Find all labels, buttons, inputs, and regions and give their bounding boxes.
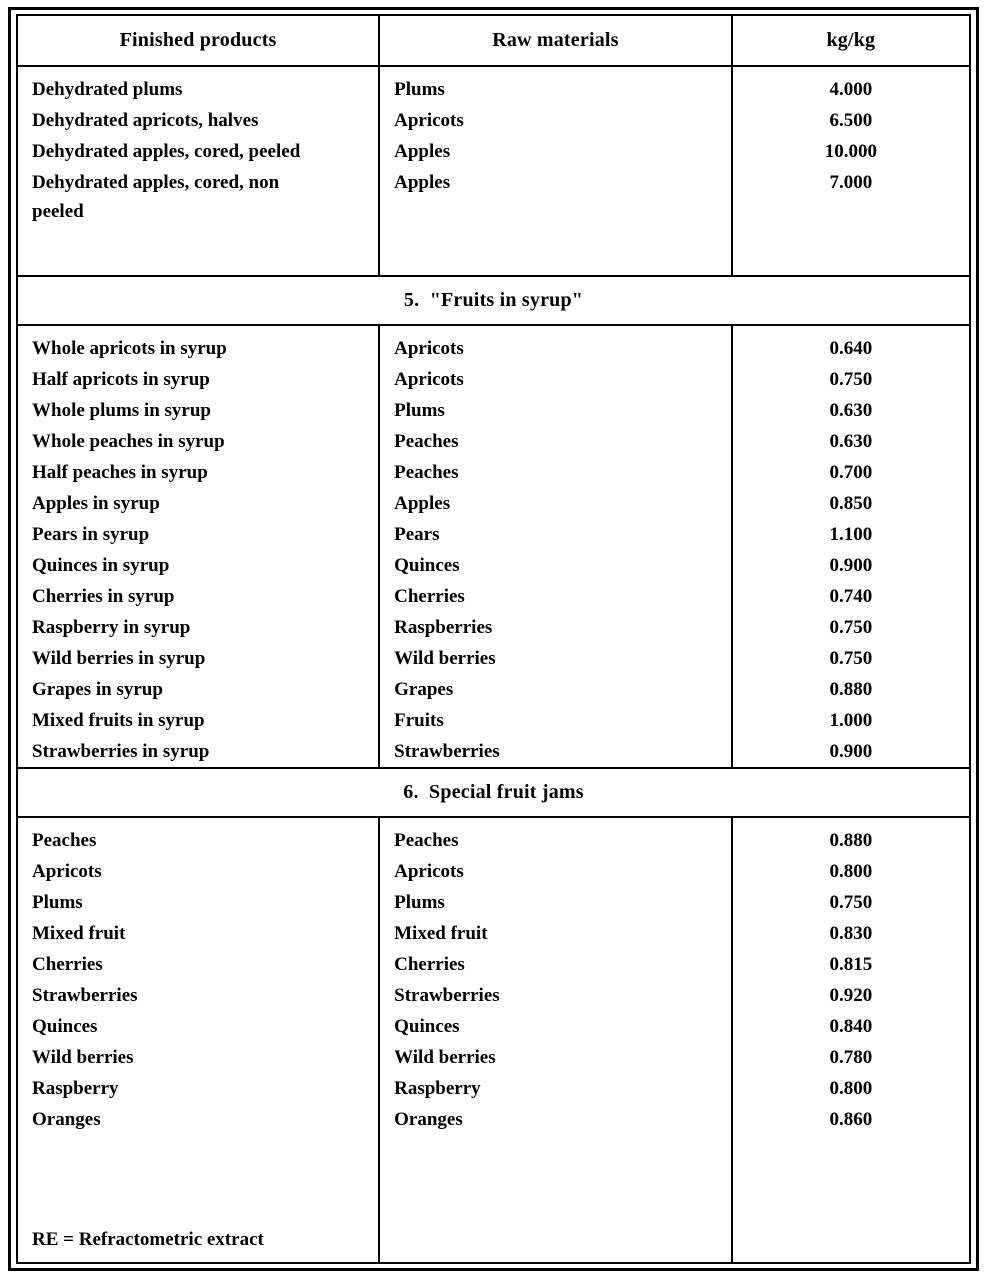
table-row bbox=[17, 918, 970, 949]
finished-product-cell-text: Quinces bbox=[32, 1016, 98, 1037]
table-row bbox=[17, 395, 970, 426]
kg-value-cell bbox=[732, 325, 970, 364]
raw-material-cell bbox=[379, 674, 732, 705]
raw-material-cell bbox=[379, 581, 732, 612]
kg-value-cell-text: 0.700 bbox=[829, 462, 873, 483]
raw-material-cell bbox=[379, 643, 732, 674]
kg-value-cell-text: 4.000 bbox=[829, 79, 873, 100]
raw-material-cell-text: Fruits bbox=[394, 710, 444, 731]
kg-value-cell-text: 0.880 bbox=[829, 830, 873, 851]
table-row bbox=[17, 949, 970, 980]
finished-product-cell-text: Plums bbox=[32, 892, 83, 913]
blank-cell bbox=[732, 227, 970, 276]
raw-material-cell-text: Plums bbox=[394, 79, 445, 100]
kg-value-cell bbox=[732, 581, 970, 612]
kg-value-cell-text: 0.815 bbox=[829, 954, 873, 975]
table-row bbox=[17, 457, 970, 488]
kg-value-cell-text: 0.900 bbox=[829, 555, 873, 576]
finished-product-cell-text: Strawberries bbox=[32, 985, 138, 1006]
kg-value-cell bbox=[732, 674, 970, 705]
kg-value-cell bbox=[732, 612, 970, 643]
finished-product-cell-text: Cherries in syrup bbox=[32, 586, 175, 607]
column-header-raw-materials: Raw materials bbox=[379, 15, 732, 66]
raw-material-cell-text: Apricots bbox=[394, 110, 464, 131]
kg-value-cell bbox=[732, 980, 970, 1011]
raw-material-cell-text: Apricots bbox=[394, 861, 464, 882]
kg-value-cell-text: 0.750 bbox=[829, 617, 873, 638]
finished-product-cell-text: Dehydrated apples, cored, peeled bbox=[32, 141, 301, 162]
kg-value-cell-text: 0.920 bbox=[829, 985, 873, 1006]
finished-product-cell-text: Raspberry in syrup bbox=[32, 617, 191, 638]
kg-value-cell-text: 0.640 bbox=[829, 338, 873, 359]
section-header-row bbox=[17, 768, 970, 817]
raw-material-cell bbox=[379, 325, 732, 364]
finished-product-cell-text: Half apricots in syrup bbox=[32, 369, 210, 390]
kg-value-cell-text: 1.100 bbox=[829, 524, 873, 545]
kg-value-cell bbox=[732, 550, 970, 581]
finished-product-cell bbox=[17, 136, 379, 167]
raw-material-cell-text: Strawberries bbox=[394, 985, 500, 1006]
raw-material-cell-text: Grapes bbox=[394, 679, 454, 700]
finished-product-cell bbox=[17, 395, 379, 426]
scanned-table-frame bbox=[8, 7, 979, 1271]
table-row bbox=[17, 1042, 970, 1073]
raw-material-cell bbox=[379, 1073, 732, 1104]
finished-product-cell bbox=[17, 550, 379, 581]
finished-product-cell-text: Half peaches in syrup bbox=[32, 462, 208, 483]
finished-product-cell-text: Cherries bbox=[32, 954, 103, 975]
header-row bbox=[17, 15, 970, 66]
finished-product-cell bbox=[17, 643, 379, 674]
section-title: 5. "Fruits in syrup" bbox=[17, 276, 970, 325]
raw-material-cell bbox=[379, 364, 732, 395]
raw-material-cell bbox=[379, 856, 732, 887]
raw-material-cell-text: Apples bbox=[394, 172, 451, 193]
raw-material-cell bbox=[379, 167, 732, 227]
raw-material-cell bbox=[379, 1011, 732, 1042]
table-row bbox=[17, 1104, 970, 1135]
raw-material-cell-text: Strawberries bbox=[394, 741, 500, 762]
kg-value-cell-text: 0.780 bbox=[829, 1047, 873, 1068]
raw-material-cell bbox=[379, 705, 732, 736]
blank-cell bbox=[732, 1135, 970, 1263]
kg-value-cell-text: 0.880 bbox=[829, 679, 873, 700]
finished-product-cell bbox=[17, 856, 379, 887]
kg-value-cell bbox=[732, 66, 970, 105]
table-row bbox=[17, 325, 970, 364]
finished-product-cell bbox=[17, 817, 379, 856]
kg-value-cell-text: 0.750 bbox=[829, 892, 873, 913]
raw-material-cell-text: Quinces bbox=[394, 1016, 460, 1037]
raw-material-cell bbox=[379, 519, 732, 550]
raw-material-cell bbox=[379, 612, 732, 643]
raw-material-cell bbox=[379, 136, 732, 167]
finished-product-cell-text: Dehydrated apples, cored, non peeled bbox=[32, 172, 280, 222]
raw-material-cell bbox=[379, 488, 732, 519]
finished-product-cell bbox=[17, 887, 379, 918]
table-row bbox=[17, 736, 970, 768]
table-row bbox=[17, 105, 970, 136]
blank-filler-row bbox=[17, 227, 970, 276]
raw-material-cell-text: Apples bbox=[394, 141, 451, 162]
finished-product-cell bbox=[17, 980, 379, 1011]
raw-material-cell bbox=[379, 817, 732, 856]
finished-product-cell bbox=[17, 949, 379, 980]
finished-product-cell bbox=[17, 581, 379, 612]
blank-cell bbox=[379, 1135, 732, 1263]
kg-value-cell-text: 0.860 bbox=[829, 1109, 873, 1130]
kg-value-cell bbox=[732, 1073, 970, 1104]
raw-material-cell bbox=[379, 105, 732, 136]
raw-material-cell-text: Quinces bbox=[394, 555, 460, 576]
table-row bbox=[17, 705, 970, 736]
raw-material-cell-text: Mixed fruit bbox=[394, 923, 488, 944]
raw-material-cell-text: Wild berries bbox=[394, 1047, 496, 1068]
raw-material-cell-text: Oranges bbox=[394, 1109, 463, 1130]
kg-value-cell bbox=[732, 887, 970, 918]
finished-product-cell-text: Dehydrated apricots, halves bbox=[32, 110, 259, 131]
raw-material-cell-text: Raspberry bbox=[394, 1078, 481, 1099]
finished-product-cell-text: Whole peaches in syrup bbox=[32, 431, 225, 452]
raw-material-cell-text: Plums bbox=[394, 400, 445, 421]
kg-value-cell bbox=[732, 167, 970, 227]
table-row bbox=[17, 488, 970, 519]
raw-material-cell bbox=[379, 66, 732, 105]
finished-product-cell bbox=[17, 918, 379, 949]
kg-value-cell-text: 0.800 bbox=[829, 861, 873, 882]
raw-material-cell-text: Peaches bbox=[394, 431, 459, 452]
kg-value-cell bbox=[732, 136, 970, 167]
raw-material-cell-text: Apricots bbox=[394, 338, 464, 359]
raw-material-cell-text: Raspberries bbox=[394, 617, 493, 638]
finished-product-cell bbox=[17, 325, 379, 364]
kg-value-cell-text: 0.850 bbox=[829, 493, 873, 514]
table-row bbox=[17, 856, 970, 887]
finished-product-cell-text: Oranges bbox=[32, 1109, 101, 1130]
raw-material-cell-text: Peaches bbox=[394, 462, 459, 483]
raw-material-cell bbox=[379, 918, 732, 949]
raw-material-cell bbox=[379, 1042, 732, 1073]
column-header-finished-products: Finished products bbox=[17, 15, 379, 66]
raw-material-cell-text: Pears bbox=[394, 524, 440, 545]
raw-material-cell-text: Plums bbox=[394, 892, 445, 913]
kg-value-cell-text: 0.740 bbox=[829, 586, 873, 607]
refractometric-extract-footnote: RE = Refractometric extract bbox=[32, 1229, 264, 1250]
raw-material-cell bbox=[379, 887, 732, 918]
finished-product-cell-text: Apples in syrup bbox=[32, 493, 160, 514]
kg-value-cell bbox=[732, 949, 970, 980]
kg-value-cell bbox=[732, 856, 970, 887]
kg-value-cell-text: 0.750 bbox=[829, 648, 873, 669]
table-row bbox=[17, 643, 970, 674]
table-header bbox=[17, 15, 970, 66]
table-row bbox=[17, 167, 970, 227]
kg-value-cell bbox=[732, 488, 970, 519]
column-header-kg-per-kg: kg/kg bbox=[732, 15, 970, 66]
table-row bbox=[17, 66, 970, 105]
finished-product-cell bbox=[17, 488, 379, 519]
table-row bbox=[17, 1011, 970, 1042]
kg-value-cell bbox=[732, 1104, 970, 1135]
kg-value-cell-text: 0.630 bbox=[829, 431, 873, 452]
kg-value-cell bbox=[732, 643, 970, 674]
finished-product-cell-text: Whole plums in syrup bbox=[32, 400, 211, 421]
raw-material-cell bbox=[379, 736, 732, 768]
finished-product-cell bbox=[17, 426, 379, 457]
kg-value-cell-text: 0.800 bbox=[829, 1078, 873, 1099]
table-row bbox=[17, 136, 970, 167]
table-row bbox=[17, 817, 970, 856]
finished-product-cell-text: Wild berries in syrup bbox=[32, 648, 206, 669]
finished-product-cell bbox=[17, 1011, 379, 1042]
raw-material-cell-text: Cherries bbox=[394, 586, 465, 607]
table-row bbox=[17, 980, 970, 1011]
finished-product-cell bbox=[17, 364, 379, 395]
raw-material-cell-text: Wild berries bbox=[394, 648, 496, 669]
kg-value-cell bbox=[732, 519, 970, 550]
kg-value-cell-text: 0.830 bbox=[829, 923, 873, 944]
finished-product-cell bbox=[17, 66, 379, 105]
kg-value-cell-text: 0.840 bbox=[829, 1016, 873, 1037]
section-header-row bbox=[17, 276, 970, 325]
table-row bbox=[17, 887, 970, 918]
kg-value-cell bbox=[732, 1042, 970, 1073]
finished-product-cell bbox=[17, 519, 379, 550]
finished-product-cell bbox=[17, 736, 379, 768]
finished-product-cell bbox=[17, 705, 379, 736]
kg-value-cell bbox=[732, 817, 970, 856]
raw-material-cell bbox=[379, 1104, 732, 1135]
table-row bbox=[17, 581, 970, 612]
kg-value-cell bbox=[732, 364, 970, 395]
finished-product-cell bbox=[17, 1073, 379, 1104]
raw-material-cell bbox=[379, 980, 732, 1011]
kg-value-cell-text: 1.000 bbox=[829, 710, 873, 731]
finished-product-cell-text: Raspberry bbox=[32, 1078, 119, 1099]
finished-product-cell-text: Peaches bbox=[32, 830, 97, 851]
kg-value-cell bbox=[732, 426, 970, 457]
finished-product-cell-text: Apricots bbox=[32, 861, 102, 882]
finished-product-cell-text: Pears in syrup bbox=[32, 524, 150, 545]
finished-product-cell bbox=[17, 674, 379, 705]
kg-value-cell bbox=[732, 736, 970, 768]
finished-product-cell-text: Whole apricots in syrup bbox=[32, 338, 227, 359]
table-row bbox=[17, 612, 970, 643]
kg-value-cell bbox=[732, 395, 970, 426]
kg-value-cell-text: 6.500 bbox=[829, 110, 873, 131]
finished-product-cell-text: Wild berries bbox=[32, 1047, 134, 1068]
finished-product-cell bbox=[17, 105, 379, 136]
raw-material-cell bbox=[379, 550, 732, 581]
raw-material-cell bbox=[379, 457, 732, 488]
finished-product-cell-text: Mixed fruit bbox=[32, 923, 126, 944]
finished-product-cell bbox=[17, 167, 379, 227]
kg-value-cell-text: 0.900 bbox=[829, 741, 873, 762]
finished-product-cell-text: Grapes in syrup bbox=[32, 679, 163, 700]
table-row bbox=[17, 426, 970, 457]
kg-value-cell bbox=[732, 105, 970, 136]
finished-product-cell-text: Quinces in syrup bbox=[32, 555, 170, 576]
kg-value-cell bbox=[732, 918, 970, 949]
table-row bbox=[17, 674, 970, 705]
finished-product-cell-text: Mixed fruits in syrup bbox=[32, 710, 205, 731]
finished-product-cell bbox=[17, 457, 379, 488]
kg-value-cell-text: 0.750 bbox=[829, 369, 873, 390]
raw-material-cell bbox=[379, 426, 732, 457]
raw-material-cell-text: Cherries bbox=[394, 954, 465, 975]
conversion-table bbox=[16, 14, 971, 1264]
section-title: 6. Special fruit jams bbox=[17, 768, 970, 817]
table-row bbox=[17, 550, 970, 581]
blank-cell bbox=[379, 227, 732, 276]
table-row bbox=[17, 1073, 970, 1104]
blank-cell bbox=[17, 227, 379, 276]
kg-value-cell bbox=[732, 705, 970, 736]
raw-material-cell bbox=[379, 395, 732, 426]
kg-value-cell-text: 0.630 bbox=[829, 400, 873, 421]
raw-material-cell-text: Peaches bbox=[394, 830, 459, 851]
finished-product-cell-text: Strawberries in syrup bbox=[32, 741, 210, 762]
finished-product-cell-text: Dehydrated plums bbox=[32, 79, 183, 100]
kg-value-cell bbox=[732, 1011, 970, 1042]
finished-product-cell bbox=[17, 1042, 379, 1073]
finished-product-cell bbox=[17, 612, 379, 643]
raw-material-cell-text: Apricots bbox=[394, 369, 464, 390]
table-row bbox=[17, 519, 970, 550]
finished-product-cell bbox=[17, 1104, 379, 1135]
raw-material-cell-text: Apples bbox=[394, 493, 451, 514]
kg-value-cell bbox=[732, 457, 970, 488]
table-body bbox=[17, 66, 970, 1263]
raw-material-cell bbox=[379, 949, 732, 980]
kg-value-cell-text: 7.000 bbox=[829, 172, 873, 193]
footnote-row bbox=[17, 1135, 970, 1263]
kg-value-cell-text: 10.000 bbox=[824, 141, 877, 162]
table-row bbox=[17, 364, 970, 395]
